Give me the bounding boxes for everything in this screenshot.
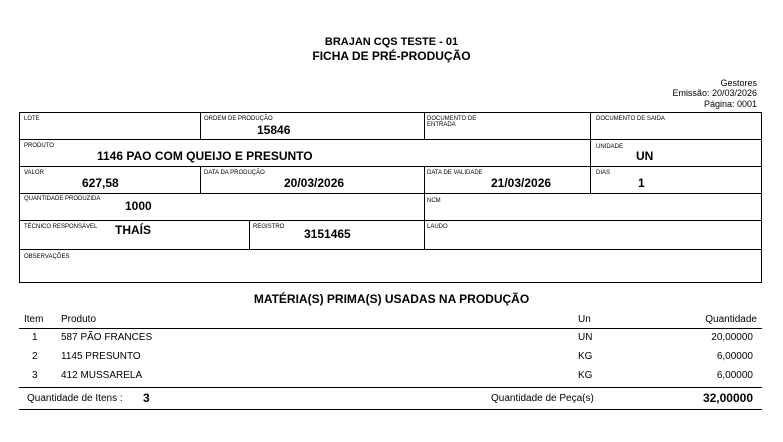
page-number: Página: 0001 [703,99,757,109]
data-validade-value: 21/03/2026 [491,176,552,190]
valor-value: 627,58 [82,176,119,190]
pieces-total-value: 32,00000 [702,391,753,405]
row-quantidade: 6,00000 [716,351,753,362]
row-produto: 1145 PRESUNTO [61,351,141,362]
row-produto: 587 PÃO FRANCES [61,332,153,343]
dias-value: 1 [638,176,645,190]
documento-entrada-label: DOCUMENTO DE ENTRADA [427,116,477,128]
produto-label: PRODUTO [24,143,54,149]
data-producao-value: 20/03/2026 [284,176,345,190]
unidade-value: UN [636,149,654,163]
observacoes-label: OBSERVAÇÕES [24,254,70,260]
tecnico-label: TÉCNICO RESPONSÁVEL [24,224,98,230]
quantidade-produzida-label: QUANTIDADE PRODUZIDA [24,196,101,202]
materials-title: MATÉRIA(S) PRIMA(S) USADAS NA PRODUÇÃO [253,292,530,306]
table-row [0,369,783,387]
documento-saida-label: DOCUMENTO DE SAIDA [596,116,665,122]
row-un: UN [578,332,593,343]
valor-label: VALOR [24,170,44,176]
registro-value: 3151465 [304,227,351,241]
row-item: 3 [32,370,38,381]
lote-label: LOTE [24,116,40,122]
row-item: 2 [32,351,38,362]
col-quantidade-header: Quantidade [705,314,757,325]
data-validade-label: DATA DE VALIDADE [427,170,483,176]
laudo-label: LAUDO [427,224,448,230]
ncm-label: NCM [427,198,441,204]
col-item-header: Item [24,314,44,325]
company-name: BRAJAN CQS TESTE - 01 [324,36,459,48]
user-group: Gestores [720,78,757,88]
col-produto-header: Produto [61,314,97,325]
items-count-value: 3 [143,391,150,405]
dias-label: DIAS [596,170,611,176]
pieces-total-label: Quantidade de Peça(s) [491,393,594,404]
unidade-label: UNIDADE [596,144,624,150]
registro-label: REGISTRO [253,224,285,230]
ordem-producao-label: ORDEM DE PRODUÇÃO [204,116,273,122]
tecnico-value: THAÍS [115,223,151,237]
row-un: KG [578,370,593,381]
row-un: KG [578,351,593,362]
production-form [19,112,762,283]
emission-date: Emissão: 20/03/2026 [672,88,757,98]
data-producao-label: DATA DA PRODUÇÃO [204,170,265,176]
row-quantidade: 6,00000 [716,370,753,381]
row-item: 1 [32,332,38,343]
quantidade-produzida-value: 1000 [125,199,152,213]
row-quantidade: 20,00000 [711,332,753,343]
table-row [0,331,783,349]
form-title: FICHA DE PRÉ-PRODUÇÃO [312,49,471,63]
table-row [0,350,783,368]
items-count-label: Quantidade de Itens : [27,393,123,404]
produto-value: 1146 PAO COM QUEIJO E PRESUNTO [97,149,313,163]
ordem-producao-value: 15846 [257,123,291,137]
row-produto: 412 MUSSARELA [61,370,143,381]
col-un-header: Un [578,314,591,325]
